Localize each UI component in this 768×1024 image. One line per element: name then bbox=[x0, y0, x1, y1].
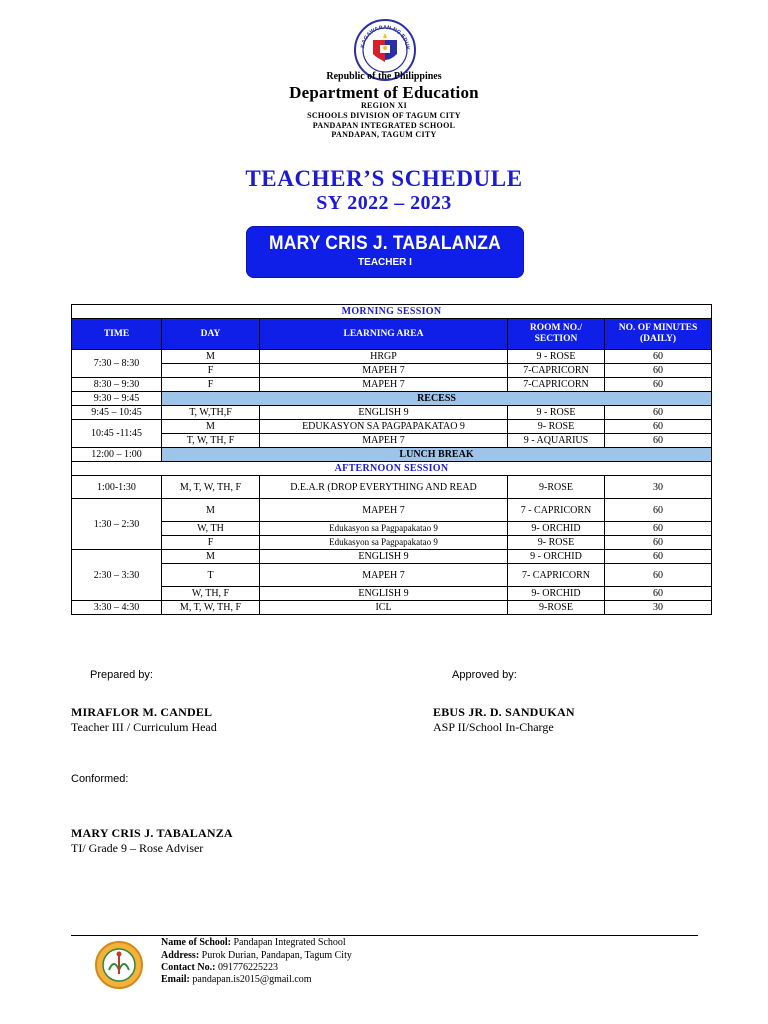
cell-area: MAPEH 7 bbox=[260, 364, 508, 378]
cell-area: Edukasyon sa Pagpapakatao 9 bbox=[260, 522, 508, 536]
school-label: PANDAPAN INTEGRATED SCHOOL bbox=[312, 121, 456, 130]
recess-label: RECESS bbox=[162, 392, 712, 406]
table-row bbox=[72, 536, 712, 550]
cell-day: W, TH bbox=[162, 522, 260, 536]
cell-time: 8:30 – 9:30 bbox=[72, 378, 162, 392]
approved-by-name: EBUS JR. D. SANDUKAN bbox=[433, 705, 575, 719]
prepared-by-name: MIRAFLOR M. CANDEL bbox=[71, 705, 213, 719]
cell-minutes: 60 bbox=[605, 522, 712, 536]
lunch-row bbox=[72, 448, 712, 462]
region-label: REGION XI bbox=[360, 101, 408, 110]
footer-address bbox=[161, 950, 352, 962]
school-year: SY 2022 – 2023 bbox=[316, 192, 452, 214]
cell-day: M, T, W, TH, F bbox=[162, 601, 260, 615]
footer-email-label: Email: bbox=[161, 974, 190, 985]
cell-time: 2:30 – 3:30 bbox=[72, 550, 162, 601]
cell-time: 7:30 – 8:30 bbox=[72, 350, 162, 378]
conformed-name: MARY CRIS J. TABALANZA bbox=[71, 826, 233, 840]
cell-room: 7-CAPRICORN bbox=[508, 378, 605, 392]
table-row bbox=[72, 364, 712, 378]
cell-room: 7-CAPRICORN bbox=[508, 364, 605, 378]
cell-room: 9-ROSE bbox=[508, 601, 605, 615]
cell-day: F bbox=[162, 364, 260, 378]
schedule-table bbox=[71, 304, 712, 615]
cell-area: ICL bbox=[260, 601, 508, 615]
cell-time: 1:30 – 2:30 bbox=[72, 499, 162, 550]
lunch-label: LUNCH BREAK bbox=[162, 448, 712, 462]
table-row bbox=[72, 476, 712, 499]
teacher-position: TEACHER I bbox=[358, 257, 412, 268]
page-title: TEACHER’S SCHEDULE bbox=[245, 166, 523, 191]
cell-time: 12:00 – 1:00 bbox=[72, 448, 162, 462]
cell-minutes: 60 bbox=[605, 564, 712, 587]
cell-minutes: 60 bbox=[605, 378, 712, 392]
prepared-by-label: Prepared by: bbox=[90, 669, 153, 681]
table-row bbox=[72, 350, 712, 364]
school-logo-icon bbox=[94, 940, 144, 990]
division-label: SCHOOLS DIVISION OF TAGUM CITY bbox=[307, 111, 461, 120]
republic-label: Republic of the Philippines bbox=[326, 71, 442, 82]
cell-minutes: 60 bbox=[605, 499, 712, 522]
cell-time: 9:45 – 10:45 bbox=[72, 406, 162, 420]
cell-area: MAPEH 7 bbox=[260, 499, 508, 522]
cell-room: 9- ROSE bbox=[508, 420, 605, 434]
header-day: DAY bbox=[162, 319, 260, 350]
cell-day: T, W, TH, F bbox=[162, 434, 260, 448]
header-learning-area: LEARNING AREA bbox=[260, 319, 508, 350]
header-time: TIME bbox=[72, 319, 162, 350]
approved-by-label: Approved by: bbox=[452, 669, 517, 681]
table-row bbox=[72, 550, 712, 564]
conformed-label: Conformed: bbox=[71, 773, 129, 785]
prepared-by-title: Teacher III / Curriculum Head bbox=[71, 720, 217, 734]
footer-school-value: Pandapan Integrated School bbox=[233, 937, 346, 948]
cell-minutes: 60 bbox=[605, 550, 712, 564]
footer-contact-label: Contact No.: bbox=[161, 962, 216, 973]
cell-area: D.E.A.R (DROP EVERYTHING AND READ bbox=[260, 476, 508, 499]
cell-day: M, T, W, TH, F bbox=[162, 476, 260, 499]
cell-room: 9- ORCHID bbox=[508, 522, 605, 536]
cell-day: T bbox=[162, 564, 260, 587]
conformed-title: TI/ Grade 9 – Rose Adviser bbox=[71, 841, 204, 855]
cell-time: 9:30 – 9:45 bbox=[72, 392, 162, 406]
cell-day: M bbox=[162, 350, 260, 364]
cell-minutes: 60 bbox=[605, 364, 712, 378]
cell-day: M bbox=[162, 499, 260, 522]
table-header-row bbox=[72, 319, 712, 350]
location-label: PANDAPAN, TAGUM CITY bbox=[331, 130, 437, 139]
cell-area: MAPEH 7 bbox=[260, 434, 508, 448]
cell-area: ENGLISH 9 bbox=[260, 406, 508, 420]
teacher-name-banner bbox=[246, 226, 524, 278]
cell-room: 9- ROSE bbox=[508, 536, 605, 550]
cell-area: ENGLISH 9 bbox=[260, 550, 508, 564]
cell-room: 9 - AQUARIUS bbox=[508, 434, 605, 448]
footer-school bbox=[161, 937, 346, 949]
cell-minutes: 60 bbox=[605, 350, 712, 364]
table-row bbox=[72, 378, 712, 392]
afternoon-session-header: AFTERNOON SESSION bbox=[72, 462, 712, 476]
table-row bbox=[72, 564, 712, 587]
table-row bbox=[72, 420, 712, 434]
cell-minutes: 60 bbox=[605, 406, 712, 420]
cell-day: M bbox=[162, 420, 260, 434]
teacher-name: MARY CRIS J. TABALANZA bbox=[269, 233, 501, 254]
footer-address-label: Address: bbox=[161, 950, 200, 961]
cell-area: ENGLISH 9 bbox=[260, 587, 508, 601]
footer-contact bbox=[161, 962, 278, 974]
table-row bbox=[72, 522, 712, 536]
footer-email bbox=[161, 974, 312, 986]
footer-contact-value: 091776225223 bbox=[217, 962, 278, 973]
cell-room: 7- CAPRICORN bbox=[508, 564, 605, 587]
table-row bbox=[72, 499, 712, 522]
cell-room: 9 - ROSE bbox=[508, 406, 605, 420]
cell-day: F bbox=[162, 536, 260, 550]
cell-area: MAPEH 7 bbox=[260, 378, 508, 392]
cell-minutes: 60 bbox=[605, 536, 712, 550]
footer-email-value[interactable]: pandapan.is2015@gmail.com bbox=[192, 974, 312, 985]
table-row bbox=[72, 406, 712, 420]
cell-time: 10:45 -11:45 bbox=[72, 420, 162, 448]
morning-session-header: MORNING SESSION bbox=[72, 305, 712, 319]
cell-minutes: 60 bbox=[605, 434, 712, 448]
cell-time: 3:30 – 4:30 bbox=[72, 601, 162, 615]
cell-area: EDUKASYON SA PAGPAPAKATAO 9 bbox=[260, 420, 508, 434]
cell-room: 9 - ORCHID bbox=[508, 550, 605, 564]
footer-address-value: Purok Durian, Pandapan, Tagum City bbox=[201, 950, 352, 961]
recess-row bbox=[72, 392, 712, 406]
department-name: Department of Education bbox=[289, 83, 479, 102]
cell-time: 1:00-1:30 bbox=[72, 476, 162, 499]
footer-divider bbox=[71, 935, 698, 936]
cell-minutes: 60 bbox=[605, 587, 712, 601]
cell-minutes: 30 bbox=[605, 601, 712, 615]
cell-day: T, W,TH,F bbox=[162, 406, 260, 420]
cell-day: M bbox=[162, 550, 260, 564]
cell-area: MAPEH 7 bbox=[260, 564, 508, 587]
table-row bbox=[72, 601, 712, 615]
cell-room: 9- ORCHID bbox=[508, 587, 605, 601]
cell-day: W, TH, F bbox=[162, 587, 260, 601]
cell-area: Edukasyon sa Pagpapakatao 9 bbox=[260, 536, 508, 550]
cell-room: 7 - CAPRICORN bbox=[508, 499, 605, 522]
header-room: ROOM NO./ SECTION bbox=[508, 319, 605, 350]
cell-area: HRGP bbox=[260, 350, 508, 364]
cell-room: 9 - ROSE bbox=[508, 350, 605, 364]
cell-day: F bbox=[162, 378, 260, 392]
header-minutes: NO. OF MINUTES (DAILY) bbox=[605, 319, 712, 350]
footer-school-label: Name of School: bbox=[161, 937, 231, 948]
table-row bbox=[72, 434, 712, 448]
approved-by-title: ASP II/School In-Charge bbox=[433, 720, 554, 734]
cell-room: 9-ROSE bbox=[508, 476, 605, 499]
cell-minutes: 30 bbox=[605, 476, 712, 499]
table-row bbox=[72, 587, 712, 601]
svg-text:KAGAWARAN NG EDUKASYON: KAGAWARAN NG EDUK bbox=[360, 24, 411, 51]
cell-minutes: 60 bbox=[605, 420, 712, 434]
